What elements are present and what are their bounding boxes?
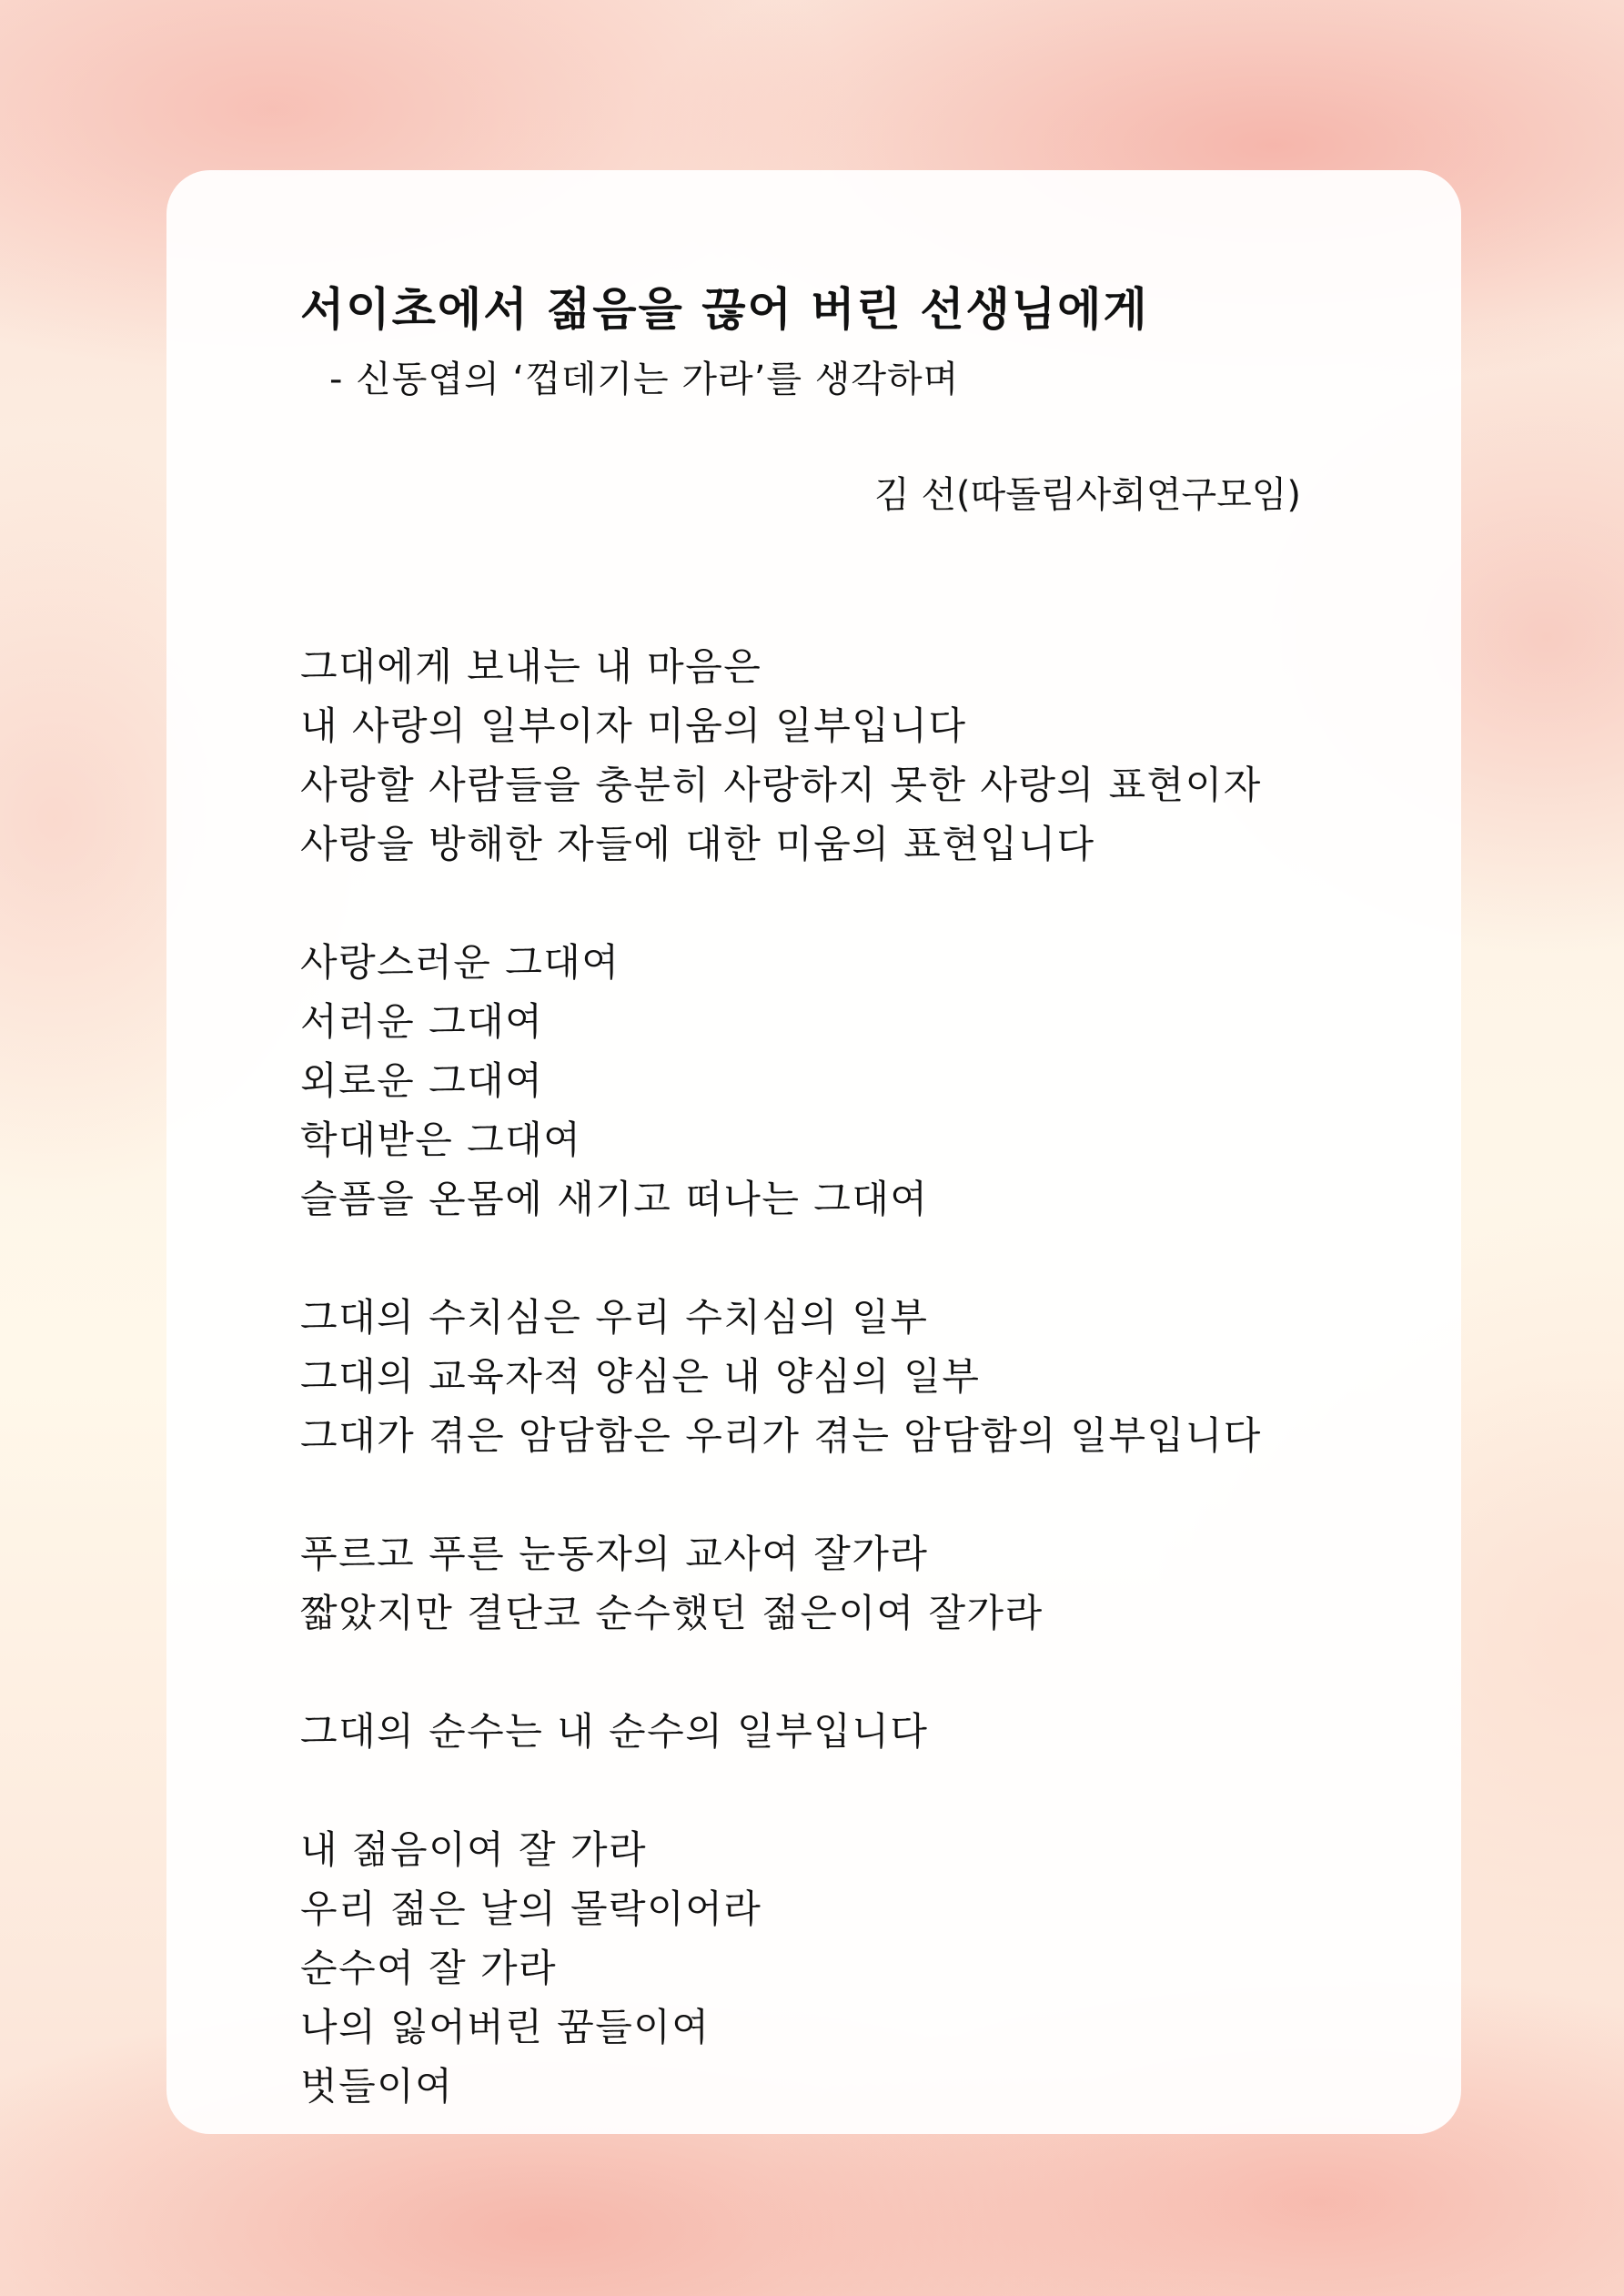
poem-line: 내 사랑의 일부이자 미움의 일부입니다 xyxy=(300,703,967,748)
stanza xyxy=(300,637,1262,874)
poem-line: 슬픔을 온몸에 새기고 떠나는 그대여 xyxy=(300,1177,929,1221)
poem-line: 사랑할 사람들을 충분히 사랑하지 못한 사랑의 표현이자 xyxy=(300,763,1262,807)
poem-line: 그대의 순수는 내 순수의 일부입니다 xyxy=(300,1709,929,1754)
poem-line: 외로운 그대여 xyxy=(300,1058,544,1103)
stanza-break xyxy=(300,1229,1262,1288)
poem-body xyxy=(300,637,1262,2116)
stanza xyxy=(300,933,1262,1229)
poem-subtitle: - 신동엽의 ‘껍데기는 가라’를 생각하며 xyxy=(329,359,960,400)
stanza xyxy=(300,1702,1262,1761)
poem-line: 그대의 수치심은 우리 수치심의 일부 xyxy=(300,1295,929,1340)
stanza-break xyxy=(300,1465,1262,1524)
poem-line: 서러운 그대여 xyxy=(300,999,544,1044)
stanza-break xyxy=(300,1643,1262,1702)
poem-title: 서이초에서 젊음을 끊어 버린 선생님에게 xyxy=(300,283,1149,336)
poem-line: 내 젊음이여 잘 가라 xyxy=(300,1827,648,1872)
poem-line: 그대가 겪은 암담함은 우리가 겪는 암담함의 일부입니다 xyxy=(300,1413,1262,1458)
poem-line: 사랑을 방해한 자들에 대한 미움의 표현입니다 xyxy=(300,822,1095,866)
stanza xyxy=(300,1524,1262,1643)
stanza-break xyxy=(300,874,1262,933)
stanza xyxy=(300,1820,1262,2116)
stanza xyxy=(300,1288,1262,1465)
poem-line: 순수여 잘 가라 xyxy=(300,1946,558,1990)
stanza-break xyxy=(300,1761,1262,1820)
poem-line: 그대에게 보내는 내 마음은 xyxy=(300,644,762,689)
poem-line: 푸르고 푸른 눈동자의 교사여 잘가라 xyxy=(300,1532,929,1576)
poem-line: 나의 잃어버린 꿈들이여 xyxy=(300,2005,711,2049)
poem-line: 그대의 교육자적 양심은 내 양심의 일부 xyxy=(300,1354,981,1399)
poem-line: 짧았지만 결단코 순수했던 젊은이여 잘가라 xyxy=(300,1591,1044,1635)
poem-line: 벗들이여 xyxy=(300,2064,454,2109)
author-credit: 김 선(따돌림사회연구모임) xyxy=(874,474,1301,516)
poem-line: 사랑스러운 그대여 xyxy=(300,940,620,985)
poem-line: 우리 젊은 날의 몰락이어라 xyxy=(300,1886,762,1931)
poem-line: 학대받은 그대여 xyxy=(300,1118,582,1162)
